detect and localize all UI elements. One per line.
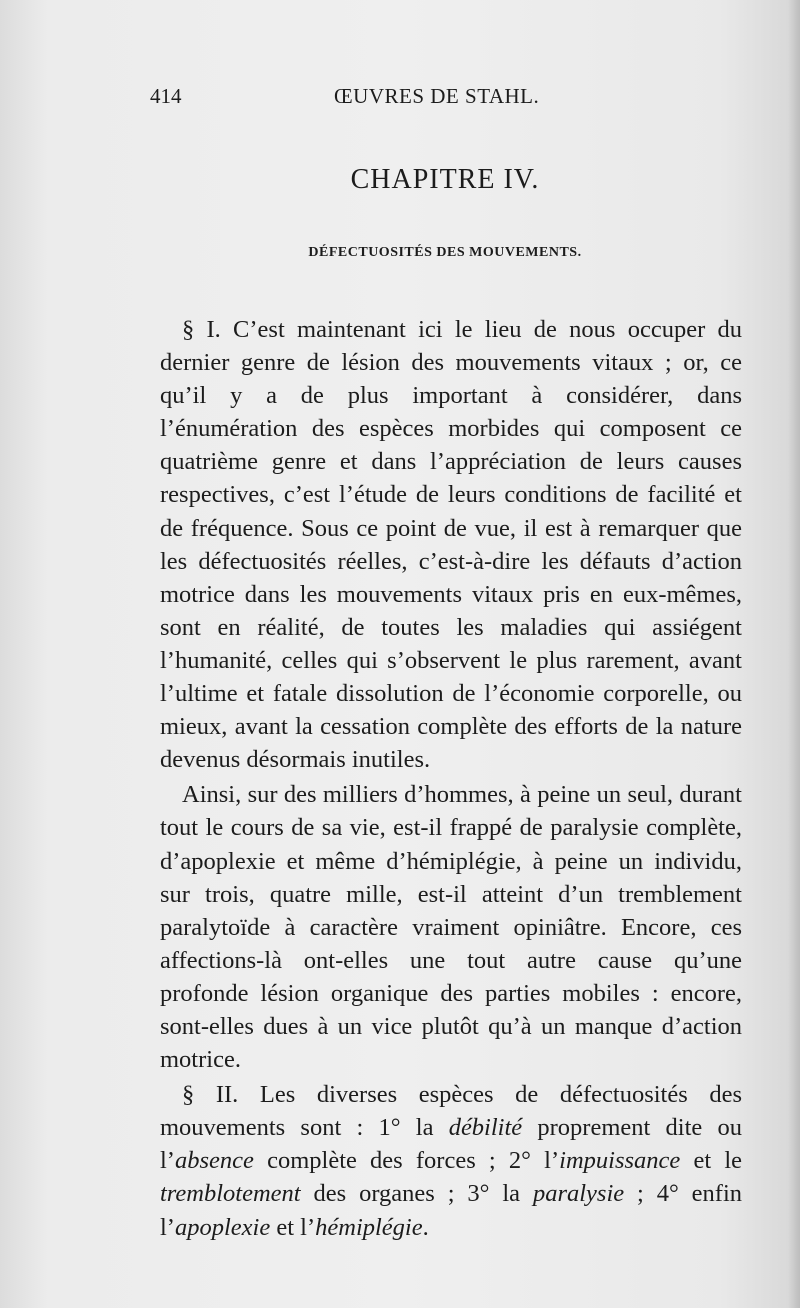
running-title: ŒUVRES DE STAHL. xyxy=(334,84,540,108)
paragraph-text: et le xyxy=(680,1147,742,1175)
paragraph-section-2 xyxy=(160,1078,742,1243)
italic-term: absence xyxy=(174,1147,254,1175)
paragraph-section-1: § I. C’est maintenant ici le lieu de nous occuper du dernier genre de lésion des mouvements vitaux ; or, ce qu’il y a de plus important à considérer, dans l’énumération des espèces morbides qui composent ce quatrième genre et dans l’appréciation de leurs causes respectives, c’est l’étude de leurs conditions de facilité et de fréquence. Sous ce point de vue, il est à remarquer que les défectuosités réelles, c’est-à-dire les défauts d’action motrice dans les mouvements vitaux pris en eux-mêmes, sont en réalité, de toutes les maladies qui assiégent l’humanité, celles qui s’observent le plus rarement, avant l’ultime et fatale dissolution de l’économie corporelle, ou mieux, avant la cessation complète des efforts de la nature devenus désormais inutiles. xyxy=(160,316,742,774)
chapter-subtitle: DÉFECTUOSITÉS DES MOUVEMENTS. xyxy=(308,245,582,260)
paragraph-text: § II. Les diverses espèces de défectuosités des mouvements sont : 1° la xyxy=(160,1081,742,1142)
italic-term: impuissance xyxy=(559,1147,681,1175)
paragraph-text: . xyxy=(422,1213,429,1241)
paragraph-section-1-continued: Ainsi, sur des milliers d’hommes, à peine un seul, durant tout le cours de sa vie, est-il frappé de paralysie complète, d’apoplexie et même d’hémiplégie, à peine un individu, sur trois, quatre mille, est-il atteint d’un tremblement paralytoïde à caractère vraiment opiniâtre. Encore, ces affections-là ont-elles une tout autre cause qu’une profonde lésion organique des parties mobiles : encore, sont-elles dues à un vice plutôt qu’à un manque d’action motrice. xyxy=(160,781,742,1074)
italic-term: tremblotement xyxy=(160,1180,301,1208)
paragraph-text: et l’ xyxy=(270,1213,316,1241)
paragraph-text: ; 4° enfin l’ xyxy=(160,1180,742,1241)
italic-term: apoplexie xyxy=(174,1213,271,1241)
paragraph-text: proprement dite ou l’ xyxy=(160,1114,742,1175)
page-edge-shadow xyxy=(788,0,800,1308)
page-number: 414 xyxy=(150,84,182,108)
running-header xyxy=(150,84,750,116)
paragraph-text: complète des forces ; 2° l’ xyxy=(253,1147,560,1175)
body-text xyxy=(160,313,742,1244)
italic-term: paralysie xyxy=(532,1180,625,1208)
italic-term: hémiplégie xyxy=(315,1213,423,1241)
chapter-title: CHAPITRE IV. xyxy=(350,164,540,195)
italic-term: débilité xyxy=(448,1114,523,1142)
paragraph-text: des organes ; 3° la xyxy=(300,1180,533,1208)
